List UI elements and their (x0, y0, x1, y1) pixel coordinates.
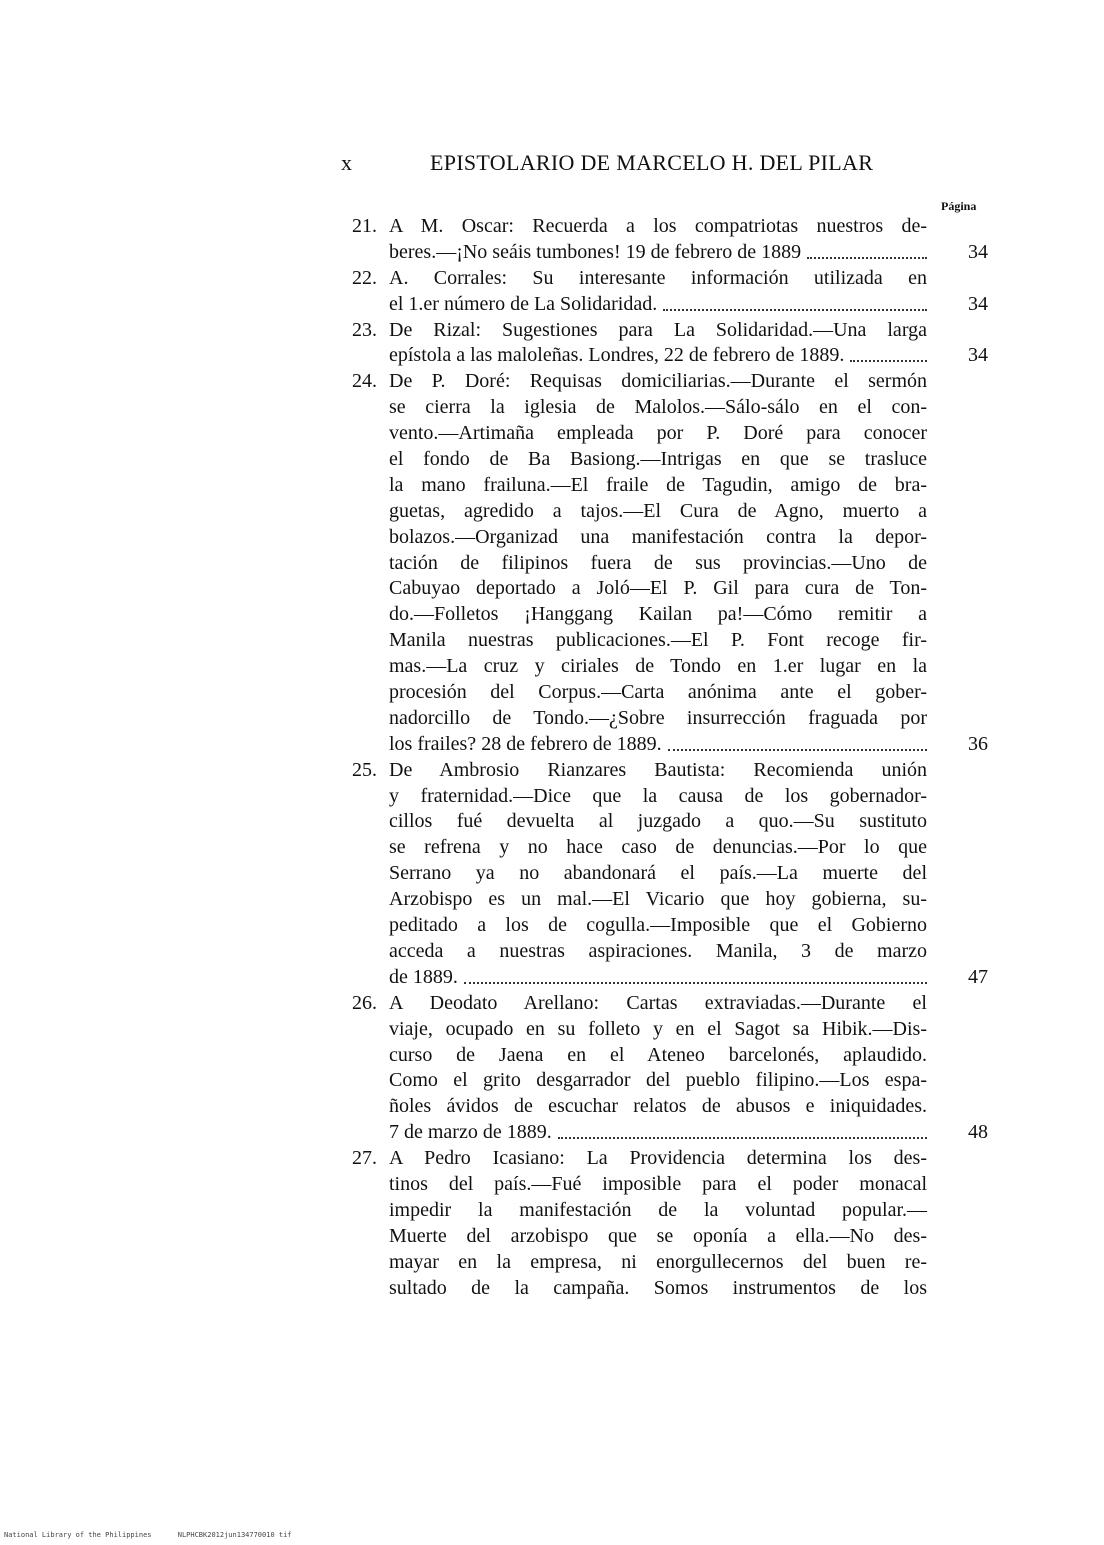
entry-line: De Rizal: Sugestiones para La Solidaridad.—Una larga (389, 318, 927, 341)
dot-leader (663, 292, 927, 311)
entry-line: bolazos.—Organizad una manifestación contra la depor- (389, 525, 927, 548)
running-title: EPISTOLARIO DE MARCELO H. DEL PILAR (430, 150, 874, 175)
entry-line: guetas, agredido a tajos.—El Cura de Agno, muerto a (389, 499, 927, 522)
dot-leader (668, 732, 927, 751)
library-credit: National Library of the Philippines (4, 1531, 152, 1539)
entry-page-number: 34 (968, 292, 988, 315)
entry-line: peditado a los de cogulla.—Imposible que el Gobierno (389, 914, 927, 937)
entry-line: de 1889. (389, 965, 927, 991)
entry-line: tinos del país.—Fué imposible para el poder monacal (389, 1172, 927, 1195)
entry-line: mas.—La cruz y ciriales de Tondo en 1.er lugar en la (389, 655, 927, 678)
entry-number: 23. (352, 318, 377, 341)
entry-line: nadorcillo de Tondo.—¿Sobre insurrección fraguada por (389, 706, 927, 729)
entry-line: se cierra la iglesia de Malolos.—Sálo-sálo en el con- (389, 396, 927, 419)
entry-line: cillos fué devuelta al juzgado a quo.—Su sustituto (389, 810, 927, 833)
entry-line: vento.—Artimaña empleada por P. Doré para conocer (389, 422, 927, 445)
entry-page-number: 34 (968, 344, 988, 367)
toc-entry (0, 318, 1104, 370)
table-of-contents (0, 214, 1104, 1301)
page-column-label: Página (941, 199, 977, 213)
entry-line: A M. Oscar: Recuerda a los compatriotas nuestros de- (389, 215, 927, 237)
entry-line: se refrena y no hace caso de denuncias.—Por lo que (389, 836, 927, 859)
entry-line: mayar en la empresa, ni enorgullecernos del buen re- (389, 1250, 927, 1273)
entry-line: Serrano ya no abandonará el país.—La muerte del (389, 862, 927, 885)
entry-number: 21. (352, 215, 377, 237)
entry-line: De Ambrosio Rianzares Bautista: Recomienda unión (389, 758, 927, 781)
entry-number: 26. (352, 991, 377, 1014)
entry-line: la mano frailuna.—El fraile de Tagudin, amigo de bra- (389, 473, 927, 496)
entry-line: do.—Folletos ¡Hanggang Kailan pa!—Cómo remitir a (389, 603, 927, 626)
dot-leader (464, 965, 927, 984)
entry-line: los frailes? 28 de febrero de 1889. (389, 732, 927, 758)
dot-leader (807, 240, 927, 259)
toc-entry (0, 369, 1104, 757)
dot-leader (850, 343, 927, 362)
entry-line: Como el grito desgarrador del pueblo filipino.—Los espa- (389, 1069, 927, 1092)
entry-line: ñoles ávidos de escuchar relatos de abusos e iniquidades. (389, 1095, 927, 1118)
entry-line: A. Corrales: Su interesante información utilizada en (389, 266, 927, 289)
entry-line: viaje, ocupado en su folleto y en el Sagot sa Hibik.—Dis- (389, 1017, 927, 1040)
dot-leader (558, 1120, 927, 1139)
entry-number: 22. (352, 266, 377, 289)
toc-entry (0, 758, 1104, 991)
entry-line: sultado de la campaña. Somos instrumentos de los (389, 1276, 927, 1299)
entry-line: A Pedro Icasiano: La Providencia determina los des- (389, 1147, 927, 1170)
entry-line: el fondo de Ba Basiong.—Intrigas en que se trasluce (389, 448, 927, 471)
page-roman-numeral: x (341, 150, 352, 175)
entry-line: Manila nuestras publicaciones.—El P. Font recoge fir- (389, 629, 927, 652)
entry-line: A Deodato Arellano: Cartas extraviadas.—Durante el (389, 991, 927, 1014)
entry-line: curso de Jaena en el Ateneo barcelonés, aplaudido. (389, 1043, 927, 1066)
entry-page-number: 48 (968, 1121, 988, 1144)
entry-line: Cabuyao deportado a Joló—El P. Gil para cura de Ton- (389, 577, 927, 600)
entry-line: 7 de marzo de 1889. (389, 1120, 927, 1146)
toc-entry (0, 991, 1104, 1146)
entry-number: 25. (352, 758, 377, 781)
file-identifier: NLPHCBK2012jun134770010 tif (177, 1531, 292, 1539)
toc-entry (0, 1146, 1104, 1301)
entry-line: impedir la manifestación de la voluntad popular.— (389, 1198, 927, 1221)
entry-page-number: 36 (968, 732, 988, 755)
entry-line: y fraternidad.—Dice que la causa de los gobernador- (389, 784, 927, 807)
entry-line: epístola a las maloleñas. Londres, 22 de febrero de 1889. (389, 343, 927, 369)
toc-entry (0, 214, 1104, 266)
entry-number: 24. (352, 370, 377, 393)
entry-page-number: 34 (968, 240, 988, 263)
toc-entry (0, 266, 1104, 318)
entry-line: acceda a nuestras aspiraciones. Manila, 3 de marzo (389, 939, 927, 962)
entry-line: De P. Doré: Requisas domiciliarias.—Durante el sermón (389, 370, 927, 393)
entry-line: el 1.er número de La Solidaridad. (389, 292, 927, 318)
entry-line: Muerte del arzobispo que se oponía a ella.—No des- (389, 1224, 927, 1247)
entry-line: procesión del Corpus.—Carta anónima ante el gober- (389, 681, 927, 704)
entry-page-number: 47 (968, 965, 988, 988)
scan-footer (4, 1531, 314, 1539)
entry-line: tación de filipinos fuera de sus provincias.—Uno de (389, 551, 927, 574)
entry-line: beres.—¡No seáis tumbones! 19 de febrero de 1889 (389, 240, 927, 266)
entry-line: Arzobispo es un mal.—El Vicario que hoy gobierna, su- (389, 888, 927, 911)
entry-number: 27. (352, 1147, 377, 1170)
